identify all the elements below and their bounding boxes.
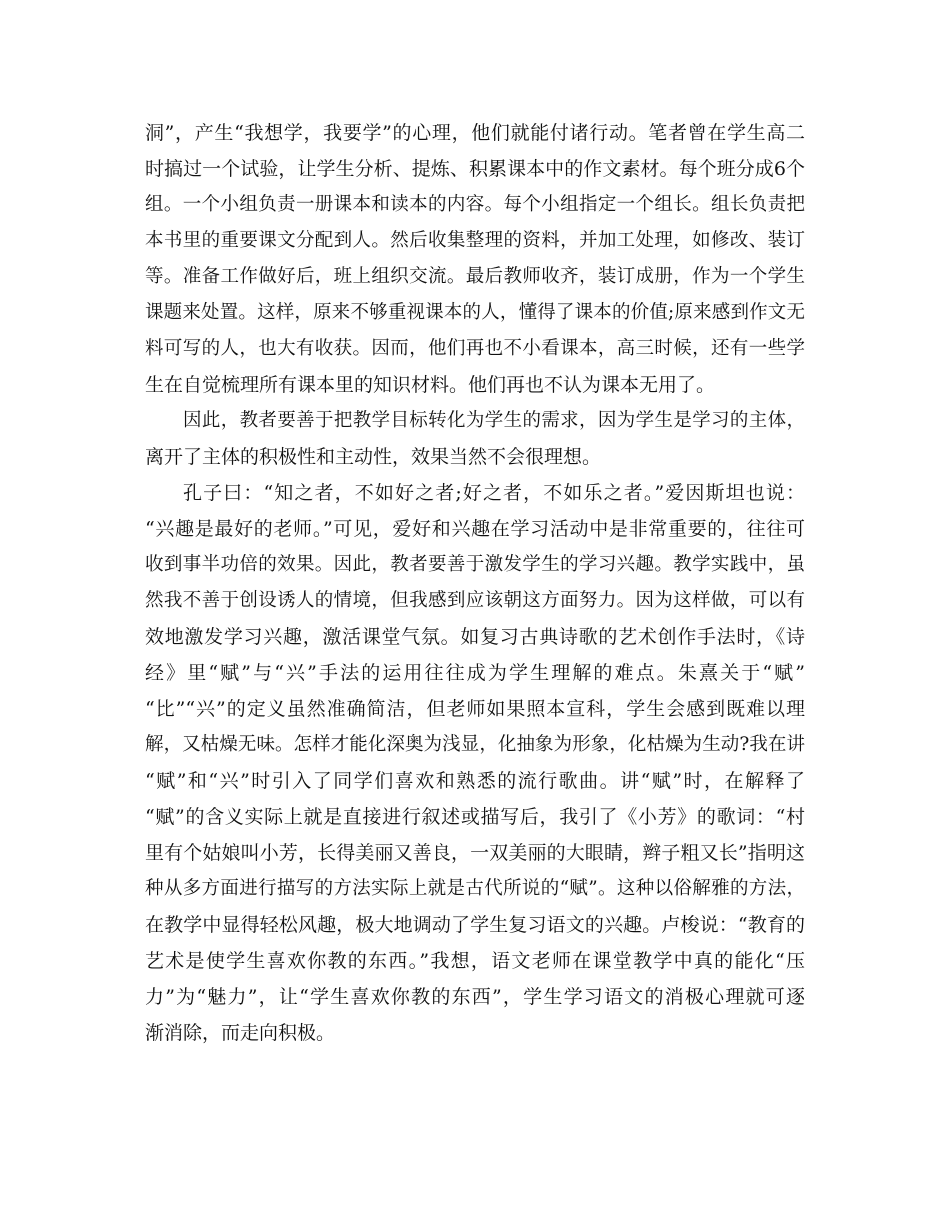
text-line: 种从多方面进行描写的方法实际上就是古代所说的“赋”。这种以俗解雅的方法， xyxy=(145,878,805,899)
text-line: “赋”和“兴”时引入了同学们喜欢和熟悉的流行歌曲。讲“赋”时，在解释了 xyxy=(145,770,805,792)
text-line: 生在自觉梳理所有课本里的知识材料。他们再也不认为课本无用了。 xyxy=(145,374,716,396)
text-line: 离开了主体的积极性和主动性，效果当然不会很理想。 xyxy=(145,446,602,468)
text-line: “比”“兴”的定义虽然准确简洁，但老师如果照本宣科，学生会感到既难以理 xyxy=(145,698,805,720)
text-line: 收到事半功倍的效果。因此，教者要善于激发学生的学习兴趣。教学实践中，虽 xyxy=(145,554,805,575)
text-line: 课题来处置。这样，原来不够重视课本的人，懂得了课本的价值;原来感到作文无 xyxy=(145,302,805,323)
text-line: 然我不善于创设诱人的情境，但我感到应该朝这方面努力。因为这样做，可以有 xyxy=(145,590,805,611)
text-line: 效地激发学习兴趣，激活课堂气氛。如复习古典诗歌的艺术创作手法时，《诗 xyxy=(145,626,805,648)
text-line: 料可写的人，也大有收获。因而，他们再也不小看课本，高三时候，还有一些学 xyxy=(145,338,805,359)
text-line: 渐消除，而走向积极。 xyxy=(145,1022,336,1044)
text-line: “兴趣是最好的老师。”可见，爱好和兴趣在学习活动中是非常重要的，往往可 xyxy=(145,518,805,540)
text-line: 本书里的重要课文分配到人。然后收集整理的资料，并加工处理，如修改、装订 xyxy=(145,230,805,251)
document-body xyxy=(145,115,805,1051)
text-line: 孔子曰：“知之者，不如好之者;好之者，不如乐之者。”爱因斯坦也说： xyxy=(183,482,805,504)
text-line: 组。一个小组负责一册课本和读本的内容。每个小组指定一个组长。组长负责把 xyxy=(145,194,805,215)
text-line: “赋”的含义实际上就是直接进行叙述或描写后，我引了《小芳》的歌词：“村 xyxy=(145,806,805,828)
text-line: 力”为“魅力”，让“学生喜欢你教的东西”，学生学习语文的消极心理就可逐 xyxy=(145,986,805,1008)
paragraph xyxy=(145,115,805,403)
text-line: 里有个姑娘叫小芳，长得美丽又善良，一双美丽的大眼睛，辫子粗又长”指明这 xyxy=(145,842,805,864)
text-line: 时搞过一个试验，让学生分析、提炼、积累课本中的作文素材。每个班分成6个 xyxy=(145,158,805,180)
text-line: 等。准备工作做好后，班上组织交流。最后教师收齐，装订成册，作为一个学生 xyxy=(145,266,805,287)
text-line: 解，又枯燥无味。怎样才能化深奥为浅显，化抽象为形象，化枯燥为生动?我在讲 xyxy=(145,734,805,755)
text-line: 在教学中显得轻松风趣，极大地调动了学生复习语文的兴趣。卢梭说：“教育的 xyxy=(145,914,805,936)
text-line: 洞”，产生“我想学，我要学”的心理，他们就能付诸行动。笔者曾在学生高二 xyxy=(145,122,805,144)
text-line: 因此，教者要善于把教学目标转化为学生的需求，因为学生是学习的主体， xyxy=(183,410,805,431)
paragraph xyxy=(145,403,805,475)
text-line: 经》里“赋”与“兴”手法的运用往往成为学生理解的难点。朱熹关于“赋” xyxy=(145,662,805,684)
text-line: 艺术是使学生喜欢你教的东西。”我想，语文老师在课堂教学中真的能化“压 xyxy=(145,950,805,972)
paragraph xyxy=(145,475,805,1051)
